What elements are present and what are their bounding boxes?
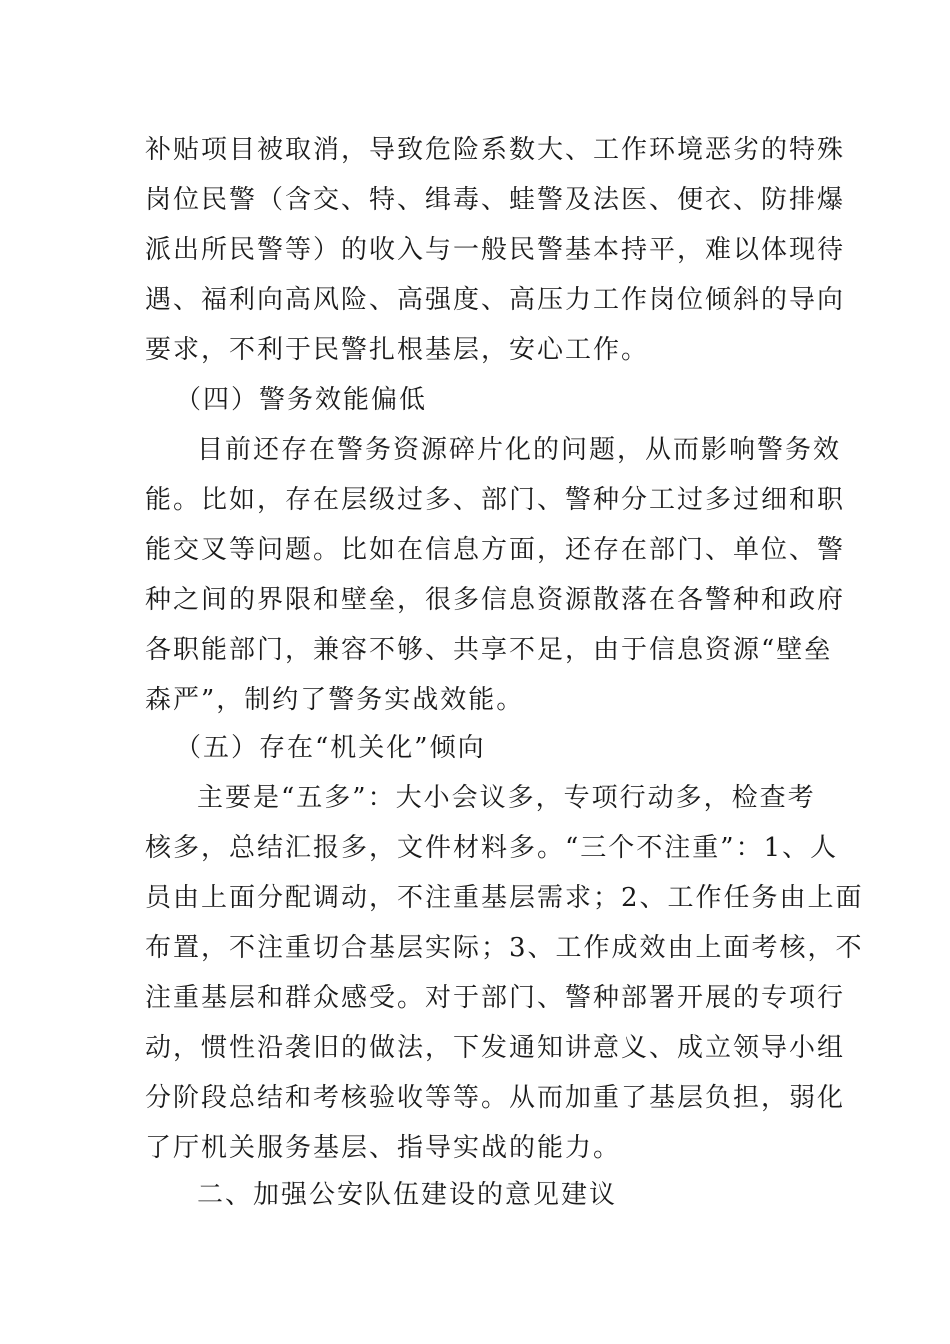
paragraph-line: 补贴项目被取消，导致危险系数大、工作环境恶劣的特殊 <box>145 135 846 165</box>
paragraph-line: 各职能部门，兼容不够、共享不足，由于信息资源“壁垒 <box>145 635 833 665</box>
paragraph-line: 目前还存在警务资源碎片化的问题，从而影响警务效 <box>197 435 842 465</box>
paragraph-line: 能。比如，存在层级过多、部门、警种分工过多过细和职 <box>145 485 846 515</box>
section-heading-suggestions: 二、加强公安队伍建设的意见建议 <box>197 1180 618 1210</box>
paragraph-bureaucratization <box>145 773 864 1173</box>
paragraph-line: 员由上面分配调动，不注重基层需求；2、工作任务由上面 <box>145 883 864 913</box>
paragraph-line: 注重基层和群众感受。对于部门、警种部署开展的专项行 <box>145 983 846 1013</box>
paragraph-benefits <box>145 125 846 375</box>
paragraph-line: 种之间的界限和壁垒，很多信息资源散落在各警种和政府 <box>145 585 846 615</box>
paragraph-police-efficiency <box>145 425 846 725</box>
paragraph-line: 森严”，制约了警务实战效能。 <box>145 685 525 715</box>
paragraph-line: 主要是“五多”：大小会议多，专项行动多，检查考 <box>197 783 816 813</box>
paragraph-line: 能交叉等问题。比如在信息方面，还存在部门、单位、警 <box>145 535 846 565</box>
paragraph-line: 动，惯性沿袭旧的做法，下发通知讲意义、成立领导小组 <box>145 1033 846 1063</box>
subheading-police-efficiency: （四）警务效能偏低 <box>175 385 428 415</box>
paragraph-line: 了厅机关服务基层、指导实战的能力。 <box>145 1133 622 1163</box>
paragraph-line: 核多，总结汇报多，文件材料多。“三个不注重”：1、人 <box>145 833 839 863</box>
paragraph-line: 布置，不注重切合基层实际；3、工作成效由上面考核，不 <box>145 933 864 963</box>
paragraph-line: 遇、福利向高风险、高强度、高压力工作岗位倾斜的导向 <box>145 285 846 315</box>
paragraph-line: 分阶段总结和考核验收等等。从而加重了基层负担，弱化 <box>145 1083 846 1113</box>
subheading-bureaucratization: （五）存在“机关化”倾向 <box>175 733 486 763</box>
paragraph-line: 岗位民警（含交、特、缉毒、蛙警及法医、便衣、防排爆 <box>145 185 846 215</box>
paragraph-line: 要求，不利于民警扎根基层，安心工作。 <box>145 335 650 365</box>
paragraph-line: 派出所民警等）的收入与一般民警基本持平，难以体现待 <box>145 235 846 265</box>
